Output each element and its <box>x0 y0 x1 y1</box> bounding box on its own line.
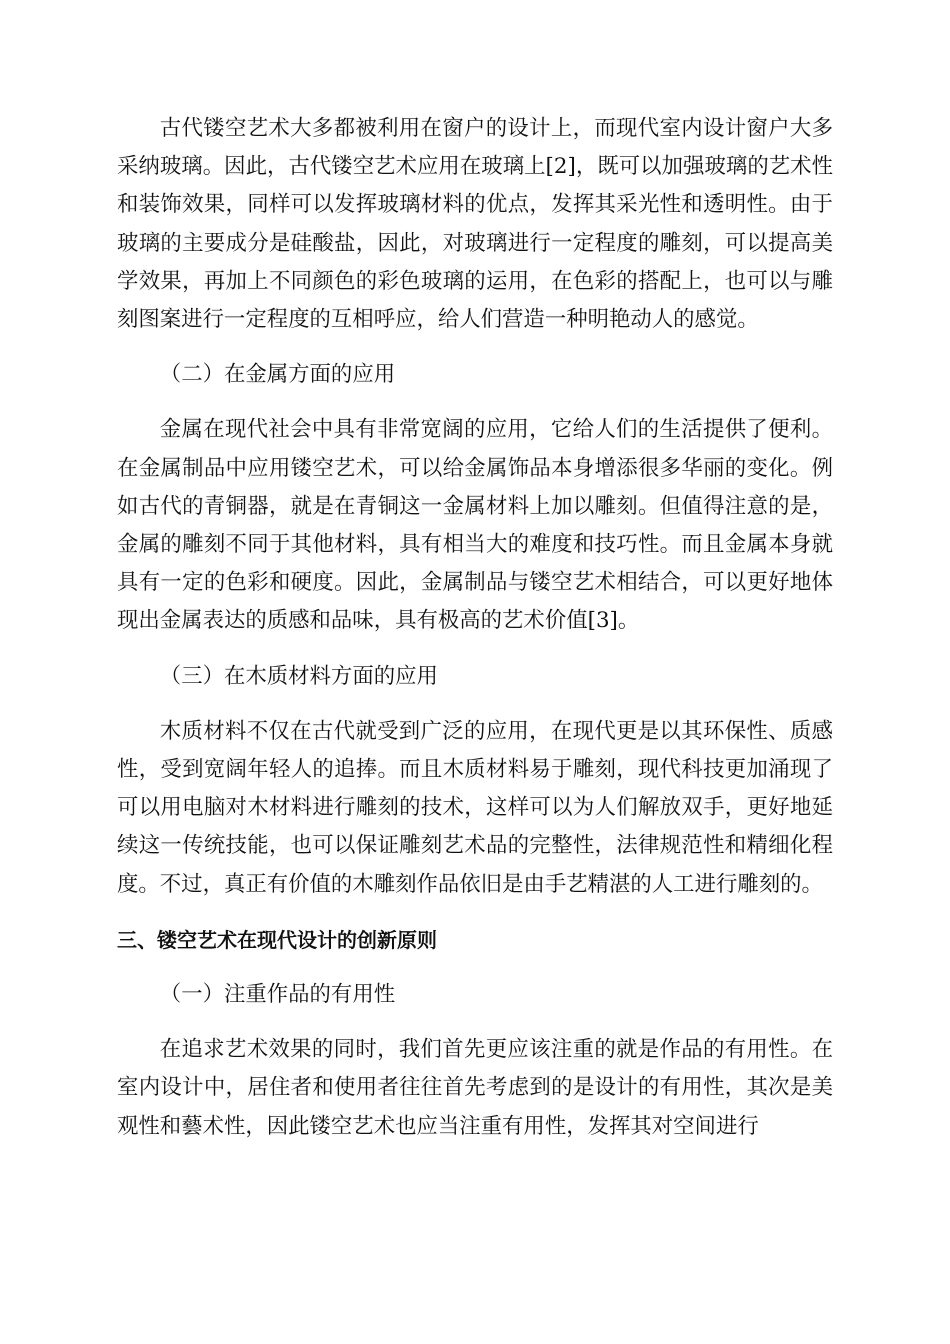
section-heading-innovation: 三、镂空艺术在现代设计的创新原则 <box>117 927 437 952</box>
document-page <box>117 110 833 1163</box>
paragraph-usefulness: 在追求艺术效果的同时，我们首先更应该注重的就是作品的有用性。在室内设计中，居住者和使用者往往首先考虑到的是设计的有用性，其次是美观性和藝术性，因此镂空艺术也应当注重有用性，发挥其对空间进行 <box>117 1037 833 1139</box>
subheading-usefulness: （一）注重作品的有用性 <box>159 982 396 1008</box>
paragraph-glass: 古代镂空艺术大多都被利用在窗户的设计上，而现代室内设计窗户大多采纳玻璃。因此，古代镂空艺术应用在玻璃上[2]，既可以加强玻璃的艺术性和装饰效果，同样可以发挥玻璃材料的优点，发挥其采光性和透明性。由于玻璃的主要成分是硅酸盐，因此，对玻璃进行一定程度的雕刻，可以提高美学效果，再加上不同颜色的彩色玻璃的运用，在色彩的搭配上，也可以与雕刻图案进行一定程度的互相呼应，给人们营造一种明艳动人的感觉。 <box>117 116 833 333</box>
subheading-wood: （三）在木质材料方面的应用 <box>159 663 438 689</box>
paragraph-metal: 金属在现代社会中具有非常宽阔的应用，它给人们的生活提供了便利。在金属制品中应用镂空艺术，可以给金属饰品本身增添很多华丽的变化。例如古代的青铜器，就是在青铜这一金属材料上加以雕刻。但值得注意的是，金属的雕刻不同于其他材料，具有相当大的难度和技巧性。而且金属本身就具有一定的色彩和硬度。因此，金属制品与镂空艺术相结合，可以更好地体现出金属表达的质感和品味，具有极高的艺术价值[3]。 <box>117 417 833 634</box>
subheading-metal: （二）在金属方面的应用 <box>159 362 396 388</box>
paragraph-wood: 木质材料不仅在古代就受到广泛的应用，在现代更是以其环保性、质感性，受到宽阔年轻人的追捧。而且木质材料易于雕刻，现代科技更加涌现了可以用电脑对木材料进行雕刻的技术，这样可以为人们解放双手，更好地延续这一传统技能，也可以保证雕刻艺术品的完整性，法律规范性和精细化程度。不过，真正有价值的木雕刻作品依旧是由手艺精湛的人工进行雕刻的。 <box>117 718 833 897</box>
